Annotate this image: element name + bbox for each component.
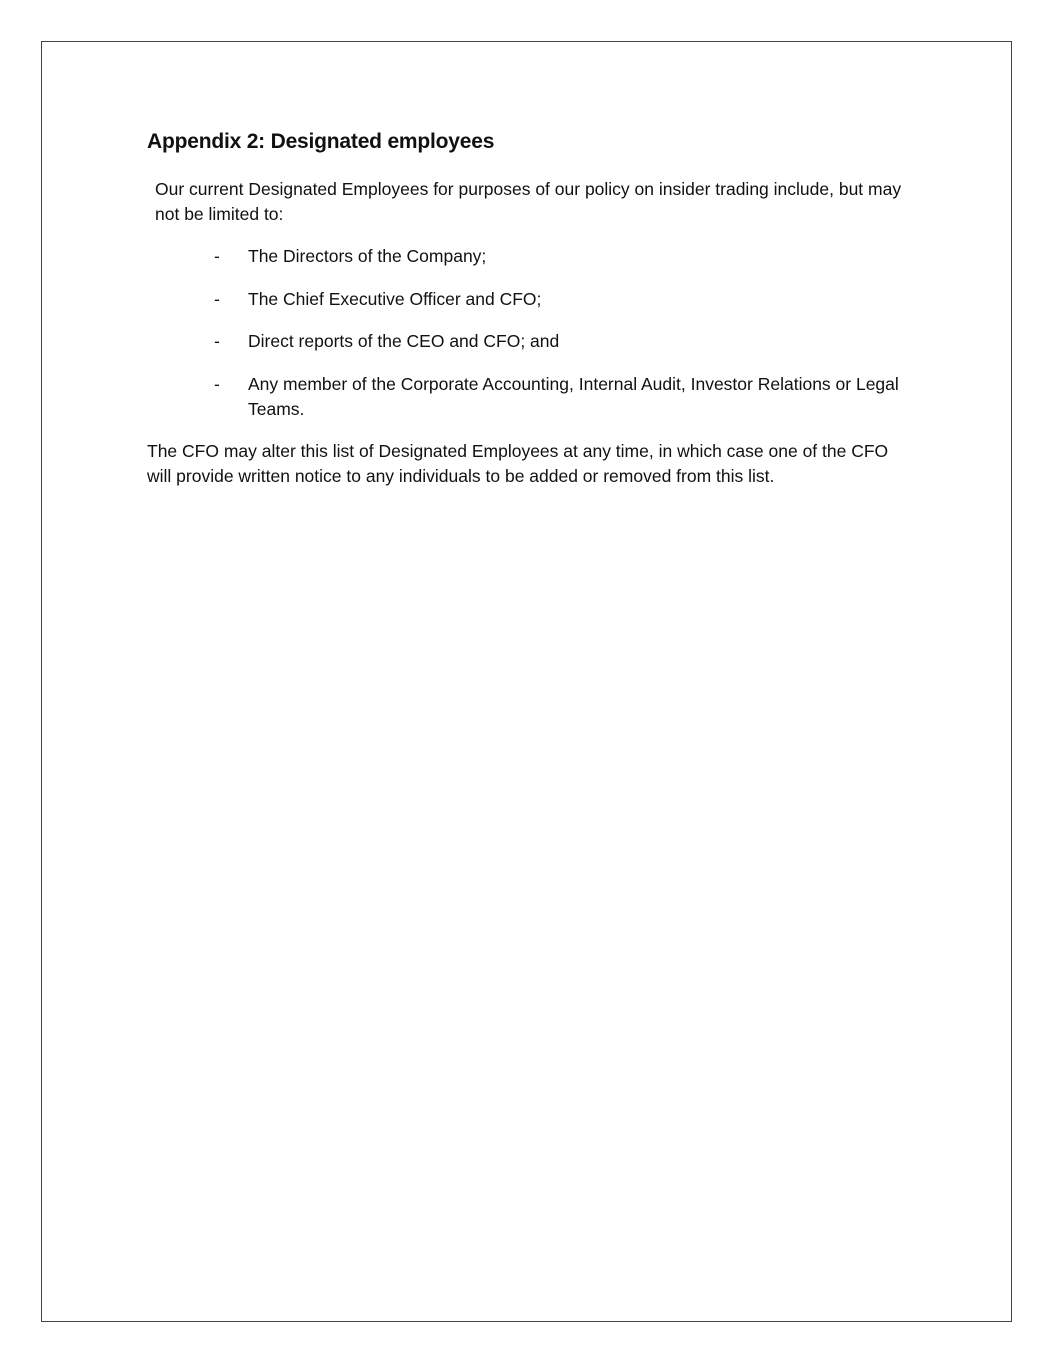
- list-item-text: The Chief Executive Officer and CFO;: [248, 288, 542, 309]
- appendix-heading: Appendix 2: Designated employees: [147, 130, 495, 153]
- page-border: [41, 41, 1012, 1322]
- dash-marker: -: [214, 246, 220, 266]
- closing-paragraph: The CFO may alter this list of Designated Employees at any time, in which case one of the CFO will provide written notice to any individuals to be added or removed from this list.: [147, 441, 889, 486]
- designated-employees-list: [214, 244, 914, 439]
- list-item-text: Direct reports of the CEO and CFO; and: [248, 331, 560, 351]
- list-item: [214, 329, 914, 354]
- list-item: [214, 287, 914, 312]
- list-item-text: The Directors of the Company;: [248, 246, 487, 266]
- list-item: [214, 244, 914, 269]
- intro-paragraph: Our current Designated Employees for purposes of our policy on insider trading include, but may not be limited to:: [155, 179, 902, 224]
- list-item: [214, 372, 914, 422]
- list-item-text: Any member of the Corporate Accounting, Internal Audit, Investor Relations or Legal Teams.: [248, 373, 899, 419]
- dash-marker: -: [214, 373, 220, 394]
- dash-marker: -: [214, 288, 220, 309]
- dash-marker: -: [214, 331, 220, 351]
